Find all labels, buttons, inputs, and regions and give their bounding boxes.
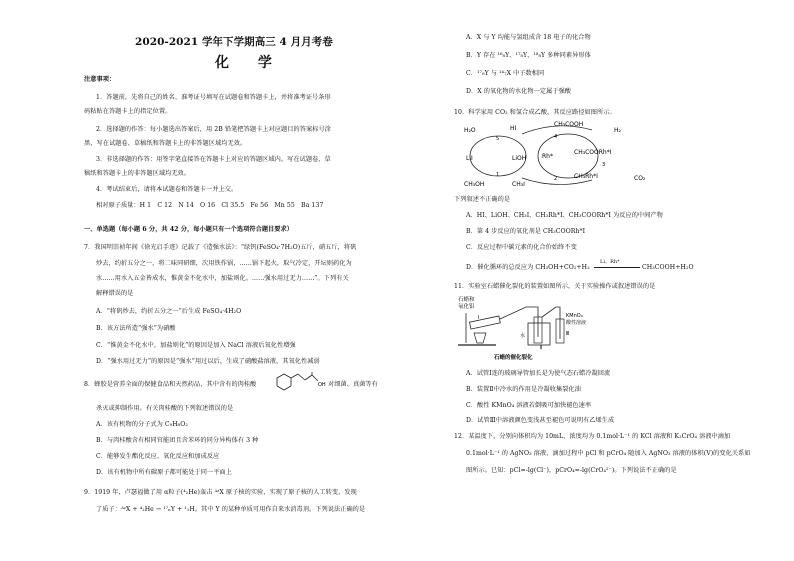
q8-line-tail: 对细菌、真菌等有 [328, 381, 378, 388]
q9-option-d: D．X 的氧化物的水化物一定属于强酸 [466, 88, 572, 95]
q10-option-a: A．HI、LiOH、CH₃I、CH₃Rh*I、CH₃COORh*I 为反应的中间产物 [466, 212, 663, 219]
q9-option-a: A．X 与 Y 均能与氢组成含 18 电子的化合物 [466, 34, 591, 41]
note-line: 码粘贴在答题卡上的指定位置。 [84, 108, 172, 115]
q8-option-d: D．该有机物中所有碳原子都可能处于同一平面上 [96, 469, 232, 476]
q10-option-c: C．反应过程中碳元素的化合价始终不变 [466, 244, 577, 251]
q10-option-d: D．催化循环的总反应为 CH₃OH+CO₂+H₂ [466, 264, 590, 271]
methanol-label: CH₃OH [464, 181, 485, 188]
step-3-label: 3 [602, 162, 606, 168]
reaction-cycle-diagram [462, 118, 662, 193]
q11-option-b: B．装置Ⅱ中冷水的作用是冷凝收集裂化油 [466, 386, 581, 393]
q7-option-d: D．“强水用过无力”的原因是“强水”用过以后，生成了硝酸盐溶液，其氧化性减弱 [96, 358, 320, 365]
q11-option-c: C．酸性 KMnO₄ 溶液若倒吸可加快褪色速率 [466, 402, 592, 409]
q8-option-a: A．该有机物的分子式为 C₉H₈O₂ [96, 421, 188, 428]
section-heading: 一、单选题（每小题 6 分，共 42 分，每小题只有一个选项符合题目要求） [84, 226, 294, 233]
q7-line: 7．我国明崇祯年间《徐光启手迹》记载了《造强水法》：“绿钒(FeSO₄·7H₂O)五斤，硝五斤，将矾 [84, 244, 357, 251]
notes-heading: 注意事项： [84, 76, 116, 83]
q9-option-c: C．¹⁷₈Y 与 ¹⁴₇X 中子数相同 [466, 70, 545, 77]
h2-label: H₂ [614, 127, 621, 134]
subject-title: 化 学 [215, 55, 284, 71]
q7-line: 解释错误的是 [96, 290, 134, 297]
lioh-label: LiOH [512, 155, 527, 162]
note-line: 稿纸和答题卡上的非答题区域均无效。 [84, 170, 191, 177]
hi-label: HI [510, 125, 517, 132]
q10-product: CH₃COOH+H₂O [642, 264, 694, 271]
note-line: 3．非选择题的作答：用签字笔直接答在答题卡上对应的答题区域内。写在试题卷、草 [96, 156, 331, 163]
q12-line: 图所示。已知：pCl=-lg(Cl⁻)，pCrO₄=-lg(CrO₄²⁻)。下列说法不正确的是 [466, 467, 677, 474]
step-5-label: 5 [496, 136, 500, 142]
q7-line: 炒去，约折五分之一，将二味同研细，次用铁作锅，……锅下起火，取气冷定，开坛则药化为 [96, 260, 352, 267]
water-label: 水 [520, 333, 526, 339]
q10-line: 10．科学家用 CO₂ 和氢合成乙酸，其反应路径如图所示。 [454, 109, 616, 116]
q7-option-a: A．“将矾炒去，约折五分之一”后生成 FeSO₄·4H₂O [96, 308, 242, 315]
complex2-label: CH₃Rh*I [574, 173, 598, 180]
ch3i-label: CH₃I [512, 181, 525, 188]
q9-line: 了质子：ᴬᶻX + ⁴₂He → ¹⁷ₙY + ¹₁H。其中 Y 的某种单质可用作自来水消毒剂。下列说法正确的是 [96, 506, 366, 513]
q11-line: 11．实验室石蜡催化裂化的装置如图所示，关于实验操作或叙述错误的是 [454, 283, 656, 290]
complex1-label: CH₃COORh*I [574, 149, 612, 156]
note-line: 4．考试结束后，请将本试题卷和答题卡一并上交。 [96, 186, 238, 193]
q11-option-a: A．试管Ⅰ连的玻璃导管加长是为使气态石蜡冷凝回流 [466, 370, 611, 377]
note-line: 2．选择题的作答：每小题选出答案后，用 2B 铅笔把答题卡上对应题目的答案标号涂 [96, 126, 331, 133]
q10-stem: 下列叙述不正确的是 [454, 196, 511, 203]
apparatus-caption: 石蜡的催化裂化 [494, 355, 533, 361]
note-line: 黑，写在试题卷、草稿纸和答题卡上的非答题区域均无效。 [84, 140, 247, 147]
tube-1-label: Ⅰ [478, 315, 480, 321]
q8-option-c: C．能够发生酯化反应、氧化反应和加成反应 [96, 453, 220, 460]
q8-line: 8．蜂胶是营养全面的保健食品和天然药品，其中含有的肉桂酸 [84, 381, 257, 388]
step-4-label: 4 [554, 134, 558, 140]
tube-3-label: Ⅲ [566, 331, 570, 337]
tube-2-label: Ⅱ [540, 345, 543, 351]
kmno4-label: KMnO₄ [566, 313, 583, 319]
step-2-label: 2 [554, 176, 558, 182]
atomic-masses: 相对原子质量：H 1 C 12 N 14 O 16 Cl 35.5 Fe 56 Mn 55 Ba 137 [96, 202, 324, 209]
cracking-apparatus-diagram [456, 293, 606, 363]
alumina-label: 氧化铝 [458, 304, 475, 310]
q12-line: 0.1mol·L⁻¹ 的 AgNO₃ 溶液，滴加过程中 pCl 和 pCrO₄ 随加入 AgNO₃ 溶液的体积(V)的变化关系如 [466, 450, 751, 457]
acetic-acid-label: CH₃COOH [554, 121, 584, 128]
q7-line: 水……用水入五金皆成水，惟黄金不化水中，加盐则化。……强水用过无力……”。下列有关 [96, 275, 349, 282]
oh-label: OH [318, 382, 326, 388]
co2-label: CO₂ [634, 175, 646, 182]
q12-line: 12．某温度下，分别向体积均为 10mL、浓度均为 0.1mol·L⁻¹ 的 KCl 溶液和 K₂CrO₄ 溶液中滴加 [454, 433, 731, 440]
q7-option-c: C．“惟黄金不化水中，加盐则化”的原因是加入 NaCl 溶液后氧化性增强 [96, 342, 296, 349]
note-line: 1．答题前，先将自己的姓名、准考证号填写在试题卷和答题卡上，并将准考证号条形 [96, 94, 331, 101]
q8-option-b: B．与肉桂酸含有相同官能团且含苯环的同分异构体有 3 种 [96, 437, 259, 444]
q7-option-b: B．该方法所造“强水”为硝酸 [96, 325, 176, 332]
step-1-label: 1 [496, 172, 500, 178]
paraffin-label: 石蜡和 [458, 297, 475, 303]
q9-line: 9．1919 年，卢瑟福做了用 α粒子(⁴₂He)轰击 ᴬᶻX 原子核的实验，实现了原子核的人工转变，发现 [84, 489, 357, 496]
acidic-solution-label: 酸性溶液 [566, 320, 587, 326]
q10-option-b: B．第 4 步反应的氧化剂是 CH₃COORh*I [466, 228, 586, 235]
cinnamic-acid-structure [268, 372, 330, 398]
rh-label: Rh* [542, 153, 553, 160]
q8-line: 杀灭或抑制作用。有关肉桂酸的下列叙述错误的是 [96, 405, 234, 412]
exam-title: 2020-2021 学年下学期高三 4 月月考卷 [135, 36, 333, 48]
lii-label: LiI [466, 155, 473, 162]
q11-option-d: D．试管Ⅲ中溶液颜色变浅甚至褪色可说明有乙烯生成 [466, 417, 615, 424]
q10-catalyst: Li、Rh* [600, 259, 620, 265]
q10-arrow [594, 267, 640, 268]
h2o-label: H₂O [464, 127, 476, 134]
q9-option-b: B．Y 存在 ¹⁶₈Y、¹⁷₈Y、¹⁸₈Y 多种同素异形体 [466, 52, 591, 59]
